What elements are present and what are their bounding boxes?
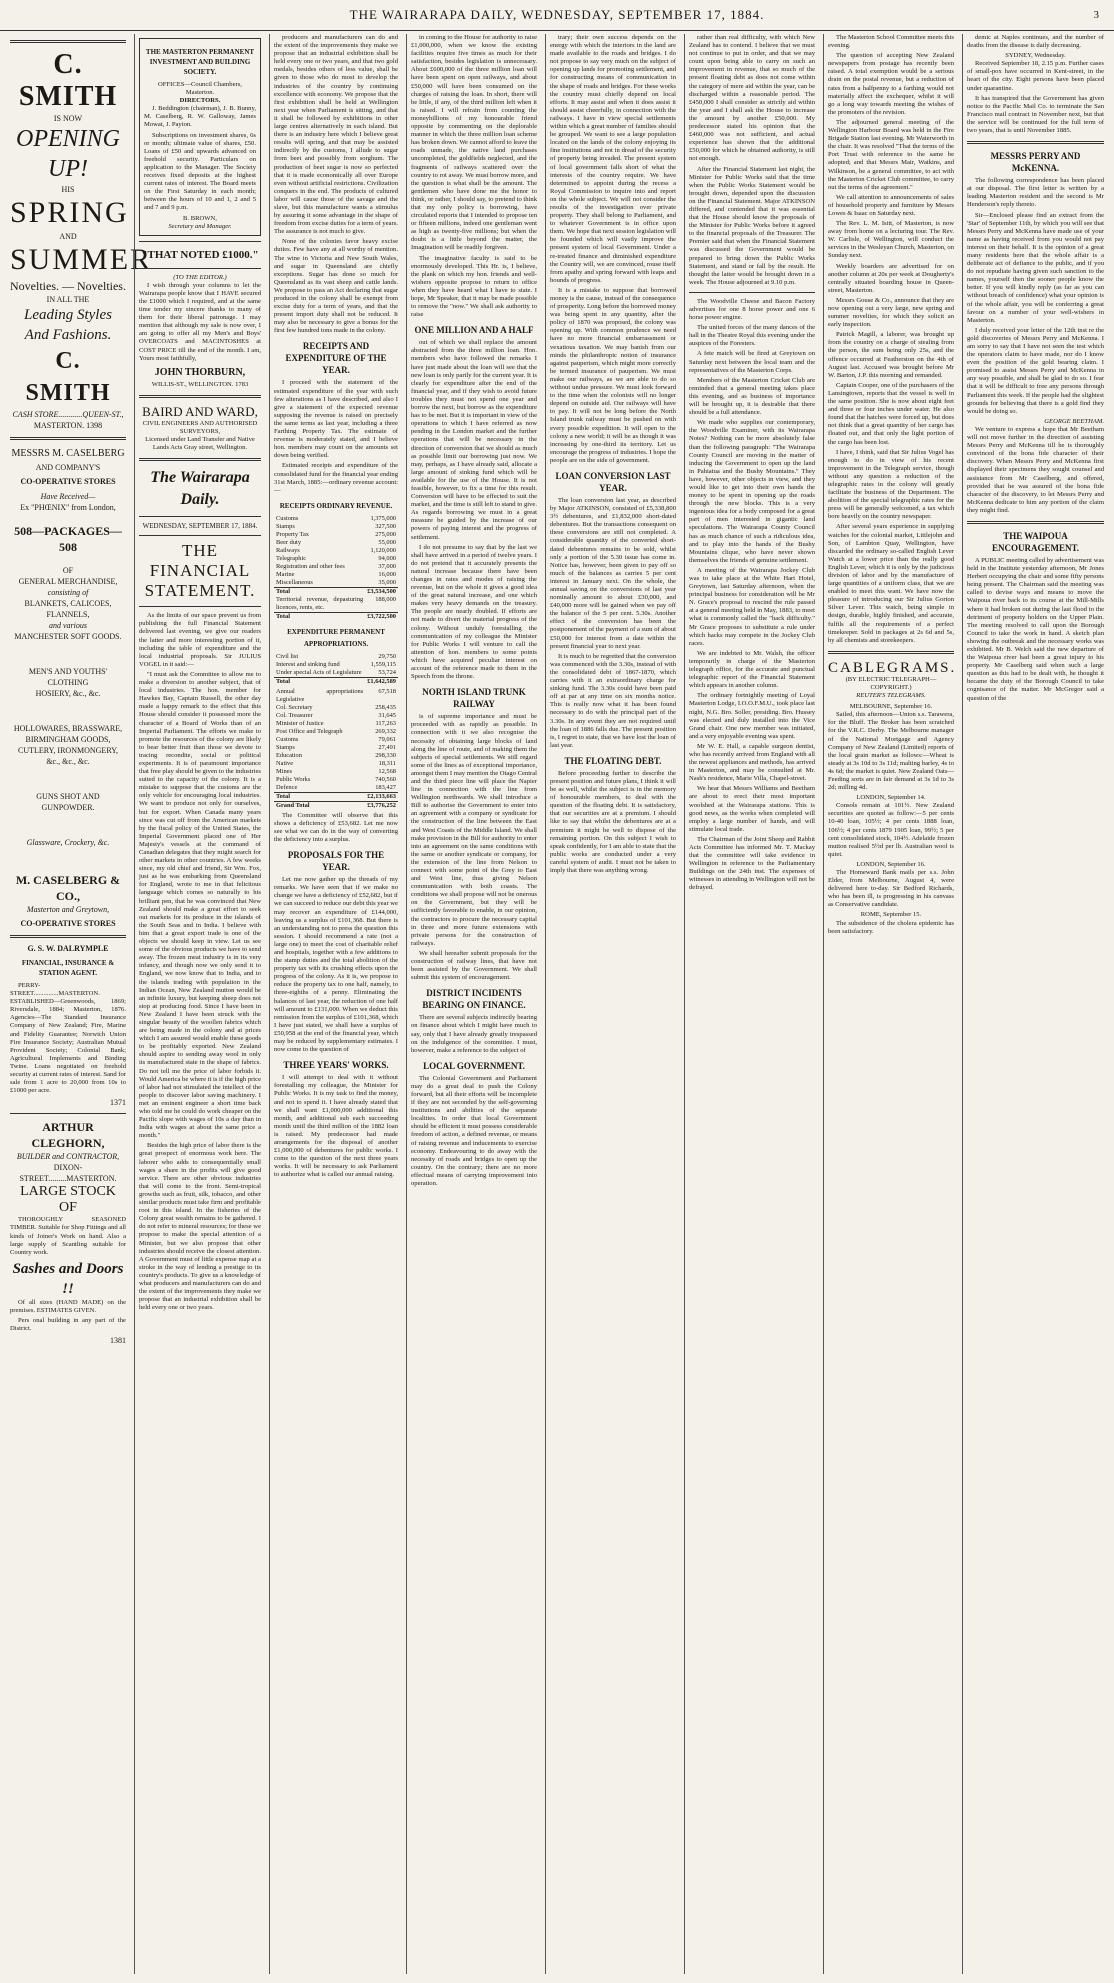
appropriations-value: 740,560 (375, 775, 396, 783)
news-paragraph: We venture to express a hope that Mr Beetham will not move further in the direction of assisting Messrs Perry and McKenna till he is thoroughly convinced of the bona fide character of their discovery. When Messrs Perry and McKenna first displayed their specimens they sought counsel and assistance from Mr Caselberg, and offered, provided that he was assured of the bona fide character of the discovery, to let Messrs Perry and McKenna dedicate to him any portion of the claim they might find. (967, 425, 1104, 514)
column-4 (406, 34, 541, 1974)
news-paragraph: Patrick Magill, a laborer, was brought up from the country on a charge of stealing from the person, the sum being only 25s, and the offence occurred at Featherston on the 4th of August last. Accused was brought before Mr W. Barton, J.P. this morning and remanded. (828, 331, 954, 379)
cable-dateline: ROME, September 15. (860, 911, 922, 919)
appropriations-value: 298,330 (375, 751, 396, 759)
cablegrams-agency: REUTER'S TELEGRAMS. (856, 692, 926, 700)
ad-baird-name: BAIRD AND WARD, (142, 403, 258, 419)
appropriations-row (274, 736, 398, 744)
news-paragraph: The united forces of the many dances of the hall in the Theatre Royal this evening under the auspices of the Foresters. (689, 324, 815, 348)
section-heading: THE FLOATING DEBT. (564, 755, 662, 766)
article-paragraph: I proceed with the statement of the estimated expenditure of the year with such few alterations as I have described, and also I give a statement of the expected revenue supposing the revenue is raised on precisely the same terms as last year, including a three Farthing Property Tax. The estimate of revenue is moderately stated, and I believe hon. members may count on the amounts set down being verified. (274, 379, 398, 460)
ad-cleghorn-name: ARTHUR CLEGHORN, (31, 1120, 105, 1151)
article-paragraph: We shall hereafter submit proposals for the construction of railway lines, that have not been assisted by the Government. We shall submit this system of encouragement. (411, 949, 537, 982)
ad-society-body: Subscriptions on investment shares, 6s or month; ultimate value of shares, £50. Loans of £50 and upwards advanced on freehold security. Particulars on application to the Manager. The Society receives fixed deposits at the highest current rates of interest. The Board meets on the First Saturday in each month; between the hours of 10 and 1, 2 and 5 and 7 and 9 p.m. (144, 131, 256, 212)
appropriations-label: Defence (276, 783, 298, 791)
news-paragraph: We call attention to announcements of sales of household property and furniture by Messrs Lowes & Isaac on Saturday next. (828, 193, 954, 217)
article-paragraph: The imaginative faculty is said to be enormously developed. This Hr. is, I believe, the plank on which my hon. friends and well-wishers opposite propose to return to office when they have heard what I have to state. I hope, Mr Speaker, that it may be made possible to remove the "now." We shall ask authority to raise (411, 254, 537, 319)
appropriations-row (274, 784, 398, 793)
article-paragraph: As the limits of our space prevent us from publishing the full Financial Statement delivered last evening, we give our readers the latter and more interesting portion of it, including the table of expenditure and the local industrial proposals. Sir JULIUS VOGEL in it said:— (139, 612, 261, 668)
cablegrams-heading: CABLEGRAMS. (828, 659, 957, 676)
divider (967, 141, 1104, 144)
masthead-title: THE WAIRARAPA DAILY, WEDNESDAY, SEPTEMBER 17, 1884. (349, 7, 765, 22)
column-5 (545, 34, 680, 1974)
letter-paragraph: Sir—Enclosed please find an extract from the 'Star' of September 11th, by which you will see that Messrs Perry and McKenna have made use of your name as having received from you would not pay interest on their behalf. It is the opinion of a great many residents here that the whole affair is a deliberate act of defiance to the public, and if you do not repudiate having given such sanction to the names, yourself then the sooner people know the better. If you will kindly reply (as far as you can without breach of confidence) what your opinion is of the whole affair, you will be conferring a great favour on a number of your well-wishers in Masterton. (967, 211, 1104, 324)
ad-caselberg-glass: Glassware, Crockery, &c. (26, 838, 110, 847)
revenue-row (274, 523, 398, 531)
cable-paragraph: Received September 18, 2.15 p.m. Further cases of small-pox have occurred in Kent-street, in the heart of the city. Eight persons have been placed under quarantine. (967, 60, 1104, 92)
revenue-value: 94,000 (378, 554, 396, 562)
expenditure-total-label: Total (274, 677, 365, 686)
column-2 (134, 34, 265, 1974)
ad-cleghorn-sub: BUILDER and CONTRACTOR, (16, 1152, 120, 1162)
revenue-row (274, 531, 398, 539)
article-paragraph: Besides the high price of labor there is the great prospect of enormous work here. The laborer who adds to consequentially small wages a share in the profits will give good service. There are other obvious industries that will come to the front. Semi-tropical growths such as fruit, silk, tobacco, and other similar products must take firm and profitable root in this island. In the fisheries of the Colony great wealth remains to be gathered. I do not refer to mineral resources; for these we propose to make the special attention of a Minister, but we also propose that other industries should receive the closest attention. A Government must of little expense map at a stroke in the way of lending a prestige to its country's products. To give us a knowledge of what producers and manufacturers can do and the extent of the improvements they make we propose that an industrial exhibition shall be held every one or two years. (139, 1142, 261, 1312)
letter-paragraph: I duly received your letter of the 12th inst re the gold discoveries of Messrs Perry and McKenna. I am sorry to say that I have not seen the test which the operators claim to have made, nor do I know even the position of the gold bearing claim. I promised to assist Messrs Perry and McKenna in any way possible, and shall be glad to do so. I fear that it will be difficult to free any persons through Parliament this week. If the people had the slightest grounds for believing that there is a gold find they would be doing so. (967, 326, 1104, 415)
column-8 (962, 34, 1108, 1974)
news-paragraph: The question of accepting New Zealand newspapers from postage has recently been raised. A total exemption would be a serious drain on the postal revenue, but a reduction of rates from a halfpenny to a farthing would not materially affect the exchequer, whilst it will go a long way towards meeting the wishes of the promoters of the revision. (828, 52, 954, 116)
revenue-heading: RECEIPTS ORDINARY REVENUE. (279, 501, 393, 510)
appropriations-label: Mines (276, 767, 292, 775)
revenue-label: Stamps (276, 522, 295, 530)
column-3 (269, 34, 402, 1974)
article-paragraph: rather than real difficulty, with which New Zealand has to contend. I believe that we must not continue to put in order, and that we may count upon being able to carry on such an improvement in revenue, that so much of the present floating debt as does not come within the category of mere aid within the year, can be discharged within a reasonable period. The £450,000 I shall consider as strictly aid within the year and I shall ask the House to increase the amount by another £50,000. My predecessor stated his opinion that the £460,000 was not sufficient, and actual experience has shown that the additional £50,000 for which he obtained authority, is still not enough. (689, 34, 815, 163)
cable-paragraph: The Homeward Bank mails per s.s. John Elder, from Melbourne, August 4, were delivered here to-day. Sir Bedford Richards, who has been ill, is progressing in his canvass as Conservative candidate. (828, 869, 954, 909)
appropriations-row (274, 688, 398, 704)
ad-society-directors: J. Beddington (chairman), J. B. Bunny, M. Caselberg, R. W. Galloway, James Mowat, J. Payton. (144, 105, 256, 129)
expenditure-label: Under special Acts of Legislature (276, 668, 362, 676)
ad-caselberg-title: MESSRS M. CASELBERG (11, 448, 125, 459)
revenue-total: £3,534,500 (367, 587, 396, 595)
section-heading: DISTRICT INCIDENTS BEARING ON FINANCE. (422, 988, 526, 1011)
ad-smith-name: C. SMITH (18, 49, 118, 112)
revenue-total-label: Total (274, 587, 365, 596)
article-title: THE FINANCIAL STATEMENT. (144, 541, 256, 601)
ad-cleghorn-made: Of all sizes (HAND MADE) on the premises. ESTIMATES GIVEN. (10, 1298, 126, 1314)
ad-dalrymple-sub: FINANCIAL, INSURANCE & STATION AGENT. (21, 959, 115, 977)
expenditure-row (274, 653, 398, 661)
ad-society-signer-role: Secretary and Manager. (168, 222, 232, 230)
paper-date: WEDNESDAY, SEPTEMBER 17, 1884. (142, 522, 258, 531)
news-paragraph: A fete match will be fired at Greytown on Saturday next between the local team and the representatives of the Masterton Corps. (689, 350, 815, 374)
section-heading: RECEIPTS AND EXPENDITURE OF THE YEAR. (285, 341, 387, 376)
article-paragraph: The Committee will observe that this shows a deficiency of £53,682. Let me now see what we can do in the way of converting the deficiency into a surplus. (274, 811, 398, 844)
cable-paragraph: Sailed, this afternoon—Union s.s. Tarawera, for the Bluff. The Broker has been scratched for the V.R.C. Derby. The Melbourne manager of the National Mortgage and Agency Company of New Zealand (Limited) reports of the local grain market as follows:—Wheat is steady at 3s 10d to 3s 11d; malting barley, 4s to 4s 6d; the market is quiet. New Zealand Oats—Feeding sorts are in fair demand at 3s 1d to 3s 2d; milling 4d. (828, 711, 954, 792)
appropriations-label: Col. Secretary (276, 703, 313, 711)
expenditure-heading: EXPENDITURE PERMANENT APPROPRIATIONS. (287, 627, 385, 648)
news-paragraph: The Rev. L. M. Isitt, of Masterton, is now away from home on a lecturing tour. The Rev. W. Carlisle, of Wellington, will conduct the services in the Wesleyan Church, Masterton, on Sunday next. (828, 220, 954, 260)
divider (689, 292, 815, 293)
appropriations-value: 258,435 (375, 703, 396, 711)
appropriations-value: 27,491 (378, 743, 396, 751)
ad-smith-code: 1398 (86, 421, 103, 430)
ad-cleghorn-text: THOROUGHLY SEASONED TIMBER. Suitable for Shop Fittings and all kinds of Joiner's Work on hand. Also a large supply of Scantling suitable for Country work. (10, 1216, 126, 1256)
appropriations-row (274, 704, 398, 712)
appropriations-label: Minister of Justice (276, 719, 324, 727)
ad-dalrymple-code: 1371 (110, 1098, 126, 1108)
grand-total-label: Grand Total (274, 801, 365, 810)
ad-society-offices: OFFICES—Council Chambers, Masterton. (158, 81, 242, 97)
news-paragraph: After several years experience in supplying watches for the colonial market, Littlejohn and Son, of Lambton Quay, Wellington, have discarded the ordinary so-called English Lever Watch at a lower price than the really good English Lever, which it is only by the judicious division of labor and by the manufacture of large quantities of a uniform class, that we are enabled to meet this want. We have now the pleasure of introducing our Sir Julius Gorton Silver Lever. This watch, being simple in design, durable, highly finished, and accurate, fulfils all the requirements of a perfect timekeeper. Sold in packages at 2s 6d and 5s, by all chemists and storekeepers. (828, 523, 954, 644)
ad-caselberg-hosiery: HOSIERY, &c., &c. (35, 689, 101, 698)
ad-caselberg-sub: AND COMPANY'S (35, 463, 101, 472)
cable-dateline: LONDON, September 16. (856, 860, 926, 868)
divider (967, 521, 1104, 524)
ad-caselberg-guns: GUNS SHOT AND GUNPOWDER. (36, 792, 100, 812)
ad-smith-novelties: Novelties. — Novelties. (10, 279, 126, 293)
section-heading: PROPOSALS FOR THE YEAR. (287, 850, 385, 873)
article-paragraph: The Colonial Government and Parliament may do a great deal to push the Colony forward, but all their efforts will be incomplete if they are not seconded by the self-governing institutions and abilities of the separate localities. In order that local Government should be efficient it must possess considerable freedom of action, a defined revenue, or means of raising revenue and inducements to exercise economy. Endeavouring to do away with the necessity of roads and bridges to open up the country. On the contrary; there are no more effectual means of carrying improvement into operation. (411, 1074, 537, 1187)
cable-dateline: MELBOURNE, September 16. (849, 703, 933, 711)
ad-thorburn-body: I wish through your columns to let the Wairarapa people know that I HAVE secured the £1000 which I required, and at the same time tender my sincere thanks to many of them for their liberal patronage. I may mention that although my sale is now over, I am going to offer all my Men's and Boys' OVERCOATS and MACINTOSHES at COST PRICE till the end of the month. I am, Yours most faithfully, (139, 281, 261, 362)
ad-caselberg-various: and various (49, 621, 87, 630)
section-heading: THE WAIPOUA ENCOURAGEMENT. (991, 530, 1080, 553)
divider (10, 40, 126, 43)
divider (139, 535, 261, 536)
ad-baird-text: Licensed under Land Transfer and Native Lands Acts Gray street, Wellington. (145, 436, 255, 452)
divider (139, 516, 261, 517)
appropriations-total-label: Total (274, 792, 365, 801)
expenditure-table (274, 653, 398, 686)
ad-caselberg-ship: Ex "PHŒNIX" from London, (20, 503, 116, 512)
article-paragraph: out of which we shall replace the amount abstracted from the three million loan. Hon. members who have followed the remarks I have just made about the loan will see that the new loan is only partly for the current year. It is clearly for expenditure after the end of the financial year, and if they wish to avoid future troubles they must not spend one year and borrow the next, but borrow as the expenditure has to be met. But it is important in view of the operations to which I have referred as now pending in the London market and the further operations that will be necessary in the direction of conversion that we should as much as possible limit our borrowing just now. We may, perhaps, as I have already said, allocate a large amount of sinking fund which will be available for the use of the House. It is not feasible, however, to fix a time for this result. Conversion will have to be effected to suit the market, and the time is still left to stand to give. As regards borrowing we must in a great measure be guided by the increase of our powers of paying interest and the progress of settlement. (411, 339, 537, 541)
appropriations-label: Col. Treasurer (276, 711, 313, 719)
article-paragraph: "I must ask the Committee to allow me to make a diversion to another subject, that of local industries. The hon. member for Hawkes Bay, Captain Russell, the other day made a happy remark to the effect that this House should consider it possessed more the character of a Board of Works than of an Imperial Parliament. The efforts we make to promote the resources of the colony are likely to bear better fruit than those we devote to tracing recondite, social or political experiments. It is of paramount importance that free play should be given to the industries suited to the capacity of the colony. It is a mistake to suppose that the customs are the only vehicle for encouraging local industries. We want to produce not only for ourselves, but for export. When Canada many years since was cut off from the American markets by the fiscal policy of the United States, the Imperial Government placed one of Her Majesty's vessels at the command of Canadian delegates that they might search for other markets in other countries. A few weeks since, my old chief and friend, Sir Wm. Fox, just as he was embarking from Queensland for England, wrote to me in that felicitous language which comes so naturally to his brilliant pen, that he was convinced that New Zealand should make a great effort to seek out markets for its produce in the islands of the South Seas and in India. I believe with him that a great export trade is one of the objects we should keep in view. Let us see some of the obvious products we have to send away. The frozen meat industry is in its very infancy, and though now we only send it to England, we now know that to India, and to the islands trading with population in the Indian Ocean, New Zealand mutton would be an infinite luxury, but keeping sheep does not stop at producing food. Since I have been in New Zealand I have been struck with the singular beauty of the woollen fabrics which are being made in the colony and at prices which I am assured would enable these goods to be profitably exported. New Zealand should aspire to sending away wool in only its manufactured state in the shape of fabrics. Do not tell me the price of labor forbids it. Would America be where it is if the high price of labor had not stimulated the intellect of the people to discover labor saving machinery. I met an eminent engineer a short time back who told me he could do work cheaper on the Pacific slope with wages of 10s a day than in India with wages at about the same price a month." (139, 670, 261, 1140)
revenue-value: 1,375,000 (370, 514, 396, 522)
appropriations-label: Stamps (276, 743, 295, 751)
ad-smith-fashions: And Fashions. (24, 327, 112, 343)
paper-title-logo: The Wairarapa Daily. (150, 469, 250, 509)
expenditure-label: Interest and sinking fund (276, 660, 340, 668)
ad-caselberg-firm: M. CASELBERG & CO., (15, 873, 121, 903)
ad-caselberg-hollowares: HOLLOWARES, BRASSWARE, (13, 724, 123, 733)
article-paragraph: Let me now gather up the threads of my remarks. We have seen that if we make no change we have a deficiency of £52,682, but if we can succeed to reduce our debt this year we may recover an expenditure of £144,000, leaving us a surplus of £101,368. But there is an understanding not to press the question this session. I should recommend a rate (not a large one) to meet the cost of charitable relief and hospitals, together with a few additions to the stamp duties and the total abolition of the property tax with its crushing effects upon the progress of the colony. As it is, we propose to reduce the property tax to one half, namely, to three-eighths of a penny. Eliminating the balances of last year, the reduction of one half will amount to £131,000. When we deduct this remission from the surplus of £101,368, which I have just stated, we shall have a surplus of £50,958 at the end of the financial year, which may be reduced by supplementary estimates. I now come to the question of (274, 876, 398, 1054)
appropriations-label: Customs (276, 735, 299, 743)
news-paragraph: We hear that Messrs Williams and Beetham are about to erect their most important woolshed at the Wairarapa stations. This is good news, as the works when completed will employ a large number of hands, and will stimulate local trade. (689, 785, 815, 833)
divider (828, 651, 954, 654)
ad-caselberg-birmingham: BIRMINGHAM GOODS, (25, 735, 111, 744)
ad-smith-and: AND (59, 232, 77, 241)
expenditure-value: 53,724 (378, 668, 396, 676)
section-heading: ONE MILLION AND A HALF (414, 325, 534, 336)
revenue-label: Marine (276, 570, 295, 578)
article-paragraph: producers and manufacturers can do and the extent of the improvements they make we propose that an industrial exhibition shall be held every one or two years, and that two gold medals, besides others of less value, shall be given to those who do most to develop the industries of the country by continuing excellence with economy. We propose that the first exhibition shall be held at Wellington next year when Parliament is sitting, and that it shall be followed by exhibitions in other large centres alternatively in each island. But there is an industry here which I believe great results will spring, and that may be assisted indirectly by the customs, I allude to sugar from beet and possibly from sorghum. The production of beet sugar is now so perfected that it is made economically all over Europe even without artificial restrictions. Civilization conquers in the end. The products of cultured labor will cause those of the savage and the slave, but this manufacture wants a stimulus by assuring it some advantage in the shape of freedom from excise duties for a term of years. The assurance is not much to give. (274, 34, 398, 236)
ad-caselberg-have: Have Received— (40, 492, 96, 501)
ad-thorburn-heading: "THAT NOTED £1000." (141, 248, 259, 261)
cable-paragraph: demic at Naples continues, and the number of deaths from the disease is daily decreasing. (967, 34, 1104, 50)
revenue-label: Customs (276, 514, 299, 522)
appropriations-label: Public Works (276, 775, 311, 783)
ad-smith-his: HIS (61, 185, 75, 194)
ad-dalrymple-text: PERRY-STREET...............MASTERTON. ESTABLISHED—Greenwoods, 1869; Riversdale, 1884; Masterton, 1876. Agencies—The Standard Insurance Company of New Zealand; Fire, Marine and Fidelity Guarantee; Norwich Union Fire Insurance Society; Australian Mutual Provident Society; Colonial Bank; Agricultural Implements and Binding Twine. Loans negotiated on freehold security at current rates of interest. Sand for sale from 1 acre to 20,000 from 10s to £1000 per acre. (10, 982, 126, 1095)
ad-thorburn-place: WILLIS-ST., WELLINGTON. (151, 380, 234, 388)
revenue-value: 37,000 (378, 562, 396, 570)
news-paragraph: A PUBLIC meeting called by advertisement was held in the Institute yesterday afternoon, Mr Jones Herbert occupying the chair and some fifty persons being present. The Chairman said the meeting was called to devise ways and means to move the Waipoua river back to its course at the Mill-Mills where it had broken out during the last flood to the detriment of property holders on the Upper Plain. The meeting resolved to call upon the Borough Council to take the work in hand. A sketch plan showing the outbreak and the necessary works was exhibited. Mr B. Welch said the new departure of the Waipoua river had been a great injury to his property. Mr Caselberg said when such a large question as this had to be dealt with, he thought it became the duty of the Borough Council to take cognisance of the matter. Mr McGregor said a question of the (967, 556, 1104, 702)
revenue-row (274, 555, 398, 563)
page-number: 3 (1093, 9, 1100, 21)
ad-smith-leading: Leading Styles (24, 307, 112, 323)
revenue-grand-label: Total (274, 612, 365, 621)
column-7 (823, 34, 958, 1974)
article-paragraph: None of the colonies favor heavy excise duties. Few have any at all worthy of mention. The wine in Victoria and New South Wales, and sugar in Queensland are chiefly exceptions. Sugar has done so much for Queensland as its vast sheep and cattle lands. We propose to pass an Act declaring that sugar produced in the colony shall be exempt from excise duty for a term of years, and that the present import duty shall not be reduced. It may also be necessary to give a bonus for the first few hundred tons made in the colony. (274, 238, 398, 335)
section-heading: LOAN CONVERSION LAST YEAR. (555, 470, 671, 493)
news-paragraph: Weekly boarders are advertised for on another column at 20s per week at Dougherty's centrally situated boarding house in Queen-street, Masterton. (828, 262, 954, 294)
revenue-grand: £3,722,500 (367, 612, 396, 620)
divider (10, 935, 126, 938)
ad-thorburn-code: 1783 (235, 380, 249, 388)
ad-cleghorn-street: DIXON-STREET.........MASTERTON. (19, 1163, 117, 1184)
ad-smith-town: MASTERTON. (33, 421, 85, 430)
revenue-row (274, 563, 398, 571)
ad-smith-name-2: C. SMITH (25, 348, 111, 406)
article-paragraph: It is a mistake to suppose that borrowed money is the cause, instead of the consequence of prosperity. Long before the borrowed money was being spent in any quantity, after the policy of 1870 was proposed, the colony was opening up. With common prudence we need have no more financial embarrassment or vexatious taxation. We may banish from our minds the philanthropic notion of insurance against pauperism, which might more correctly be termed insurance of pauperism. We must make our railways, as we are able to do so without undue pressure. We must look forward to the time when the colonists will no longer depend on outside aid. Our railways will have to pay. It will not be long before the North Island trunk railway must be pushed on with every possible expedition. It will open to the colony a new world; it will be as though it was increasing by one-third its territory. Let us encourage the progress of industries. I hope the people are on the side of government. (550, 286, 676, 464)
appropriations-row (274, 712, 398, 720)
cable-dateline: SYDNEY, Wednesday. (1005, 52, 1066, 60)
ad-caselberg-consisting: consisting of (47, 588, 89, 597)
expenditure-label: Civil list (276, 652, 299, 660)
ad-caselberg-etc: &c., &c., &c. (46, 757, 90, 766)
ad-cleghorn-code: 1381 (110, 1336, 126, 1346)
news-paragraph: We are indebted to Mr. Walsh, the officer temporarily in charge of the Masterton telegraph office, for the accurate and punctual telegraphic report of the Financial Statement which appears in another column. (689, 649, 815, 690)
article-paragraph: is of supreme importance and must be proceeded with as rapidly as possible. In connection with it we also recognise the necessity of obtaining large blocks of land along the line of route, and of making them the subjects of special settlements. We still regard some of the lines as of exceptional importance, amongst them I may mention the Otago Central and the third piece line will place the Napier line in connection with the line from Wellington northwards. We shall introduce a Bill to authorise the Government to enter into an agreement with a company or syndicate for the construction of the line between the East and West Coasts of the Middle Island. We shall make provision in the Bill for authority to enter into an agreement on the same conditions with the same or another syndicate or company, for the extension of the line from Nelson to connect with some point of the Grey to East and West line, thus giving Nelson communication with both coasts. The conditions we shall propose will not be onerous on the Government, but they will be sufficiently favorable to enable, in our opinion, the contractors to procure the necessary capital in three and more future extensions with private persons for the construction of railways. (411, 713, 537, 947)
appropriations-label: Education (276, 751, 302, 759)
news-paragraph: The adjourned general meeting of the Wellington Harbour Board was held in the Fire Brigade Station last evening. Mr Waterworth in the chair. It was resolved "That the terms of the Port Trust with reference to the same be adopted; and that Messrs Mair, Watkins, and Wilkinson, be a general committee, to act with the Masterton Cricket Club committee, to carry out the terms of the agreement." (828, 118, 954, 191)
appropriations-total: £2,133,663 (367, 792, 396, 800)
appropriations-value: 79,061 (378, 735, 396, 743)
revenue-label: Miscellaneous (276, 578, 313, 586)
ad-society-directors-heading: DIRECTORS. (179, 97, 221, 105)
revenue-label: Telegraphic (276, 554, 307, 562)
news-paragraph: The ordinary fortnightly meeting of Loyal Masterton Lodge, I.O.O.F.M.U., took place last night, N.G. Bro. Soller, presiding. Bro. Hussey was elected and duly installed into the Vice Grand chair. One new member was initiated, and a very enjoyable evening was spent. (689, 692, 815, 740)
cable-paragraph: Consols remain at 101½. New Zealand securities are quoted as follow:—5 per cents 10-40 loan, 105½; 4 per cents 1888 loan, 106½; 4 per cents 1879 1905 loan, 99½; 5 per cent consolidated stock, 104½. Adelaide frozen mutton realised 5½d per lb. Australian wool is quiet. (828, 802, 954, 858)
revenue-row (274, 515, 398, 523)
appropriations-label: Post Office and Telegraph (276, 727, 343, 735)
appropriations-value: 12,568 (378, 767, 396, 775)
article-paragraph: It is much to be regretted that the conversion was commenced with the 3.30s, instead of with the consolidated debt of 1867-1870, which carries with it an extraordinary charge for sinking fund. The 3.30s could have been paid off at par at any time on six months notice. This is really now what it has been found necessary to do with the principal part of the 3.30s. In any event they are not required until the loan of 1886 falls due. The present position is, I regret to state, that we have lost the loan of last year. (550, 652, 676, 749)
news-paragraph: The Chairman of the Joint Sheep and Rabbit Acts Committee has informed Mr. T. Mackay that the committee will take evidence in Wellington in reference to the Parliamentary Buildings on the 24th inst. The expenses of witnesses in attending in Wellington will not be defrayed. (689, 835, 815, 892)
grand-total: £3,776,252 (367, 801, 396, 809)
appropriations-row (274, 776, 398, 784)
divider (139, 395, 261, 398)
ad-building-society (139, 38, 261, 236)
article-paragraph: The loan conversion last year, as described by Major ATKINSON, consisted of £5,338,800 3½ debentures, and £1,832,000 short-dated debentures. But the transactions consequent on these conversions are still not completed. A considerable quantity of the converted short-dated debentures remains to be sold, whilst only a portion of the 5.30 issue has come in. Notice has, however, been given to pay off so much of the balances as carries 5 per cent interest in January next. On the whole, the annual saving on the conversions of last year nominally amount to about £30,000, and £40,000 more will be gained when we pay off the balance of the 5 per cent. 5.30s. Another effect of the conversion has been the postponement of the payment of a sum of about £50,000 for interest from a date within the present financial year to next year. (550, 496, 676, 650)
news-paragraph: I have, I think, said that Sir Julius Vogel has enough to do in view of his recent improvement in the Telegraph service, though without any question a reduction of the telegraphic rates in the colony will greatly facilitate the business of the Department. The abolition of the special telegraphic rates for the press will be generally welcomed, a tax which bore heavily on the country newspaper. (828, 448, 954, 521)
expenditure-value: 29,750 (378, 652, 396, 660)
article-paragraph: in coming to the House for authority to raise £1,000,000, when we know the existing facilities require five times as much for their satisfaction, besides legislation is unnecessary. About £600,000 of the three million loan will have been spent on open railways, and about £50,000 will have been consumed on the charges of raising the loan. In short, there will be little, if any, of the third million left when it is raised. I will refrain from counting the moneybillions of my honourable friend opposite by commenting on the deplorable manner in which the three million loan scheme has broken down. We cannot afford to leave the roads unmade, the native land purchases uncompleted, the goldfields neglected, and the fragments of railways scattered over the country to rot away. We must borrow more, and the question is what shall be the amount. The gentlemen who have done me the honor to think, or rather, I should say, to pretend to think that my only policy is borrowing, have circulated reports that I intended to propose ten or fifteen millions, indeed one gentleman went as high as twenty-five millions; but when the doubt is a little beyond the matter, the Imagination will be readily forgiven. (411, 34, 538, 252)
ad-caselberg-coop-2: CO-OPERATIVE STORES (20, 919, 116, 928)
ad-cleghorn-sashes: Sashes and Doors !! (12, 1260, 124, 1297)
expenditure-row (274, 669, 398, 678)
ad-caselberg-blankets: BLANKETS, CALICOES, FLANNELS, (24, 599, 112, 619)
news-paragraph: Mr W. E. Hall, a capable surgeon dentist, who has recently arrived from England with all the newest appliances and methods, has arrived in Masterton, and may be consulted at Mr. Nash's residence, Marie Villa, Chapel-street. (689, 742, 815, 783)
appropriations-value: 183,427 (375, 783, 396, 791)
revenue-value: 275,000 (375, 530, 396, 538)
article-paragraph: After the Financial Statement last night, the Minister for Public Works said that the time when the Public Works Statement would be brought down, depended upon the discussion on the Financial Statement. Major ATKINSON differed, and contended that it was essential that the House should know the proposals of the Minister for Public Works before it agreed to the financial proposals of the Treasurer. The Premier said that when the Financial Statement was discussed the Government would be prepared to bring down the Public Works Statement, and stand or fall by the result. He thought the latter would be brought down in a week. The House adjourned at 9.10 p.m. (689, 165, 815, 286)
appropriations-value: 67,518 (378, 687, 396, 695)
divider (10, 1113, 126, 1114)
ad-dalrymple-title: G. S. W. DALRYMPLE (27, 944, 109, 953)
ad-smith-is-now: IS NOW (53, 114, 83, 123)
ad-cleghorn-pers: Pers onal building in any part of the District. (10, 1316, 126, 1333)
divider (139, 606, 261, 607)
revenue-row (274, 539, 398, 547)
appropriations-row (274, 728, 398, 736)
revenue-value: 35,000 (378, 578, 396, 586)
news-paragraph: The following correspondence has been placed at our disposal. The first letter is written by a leading Masterton resident and the second is Mr Henderson's reply thereto. (967, 177, 1104, 209)
revenue-row (274, 547, 398, 555)
divider (139, 458, 261, 461)
revenue-value: 16,000 (378, 570, 396, 578)
revenue-label: Beer duty (276, 538, 302, 546)
ad-caselberg-cutlery: CUTLERY, IRONMONGERY, (18, 746, 118, 755)
ad-smith-summer: SUMMER (10, 243, 153, 276)
revenue-label: Property Tax (276, 530, 309, 538)
ad-caselberg-coop: CO-OPERATIVE STORES (20, 477, 116, 486)
masthead (0, 0, 1114, 31)
ad-caselberg-mens: MEN'S AND YOUTHS' CLOTHING (28, 667, 108, 687)
divider (10, 437, 126, 440)
ad-smith-spring: SPRING (10, 196, 129, 229)
ad-baird-sub: CIVIL ENGINEERS AND AUTHORISED SURVEYORS, (142, 419, 258, 435)
appropriations-value: 117,263 (375, 719, 396, 727)
ad-smith-in-all: IN ALL THE (46, 295, 90, 304)
column-6 (684, 34, 819, 1974)
news-paragraph: We made who supplies our contemporary, the Woodville Examiner, with its Wairarapa Notes? Nothing can be more absolutely false than the following paragraph: "The Wairarapa County Council are moving in the matter of inducing the Government to open up the land in Pahiatua and the Bushy Mountains." They have, however, other objects in view, and they would like to get into their own hands the money to be spent in opening up the roads through the new blocks. This is a very ingenious idea for a body composed for a great part of men interested in gigantic land speculations. The Wairarapa County Council has as much chance of such a ridiculous idea, and to play into the hands of the Bushy Mountains clique, who have never shown themselves the friends of genuine settlement. (689, 419, 815, 564)
ad-caselberg-packages: 508—PACKAGES—508 (14, 524, 122, 554)
appropriations-row (274, 720, 398, 728)
appropriations-value: 269,332 (375, 727, 396, 735)
news-paragraph: The Masterton School Committee meets this evening. (828, 34, 954, 50)
revenue-value: 55,000 (378, 538, 396, 546)
news-paragraph: Captain Cooper, one of the purchasers of the Lansingtown, reports that the vessel is well in the same position. She is now about eight feet and three or four inches under water. He also found that the hatches were forced up, but does not think that a great quantity of her cargo has floated out, and that only the light portion of the cargo has been lost. (828, 381, 954, 446)
revenue-extra: 188,000 (375, 595, 396, 603)
ad-thorburn-to: (TO THE EDITOR.) (173, 273, 227, 281)
appropriations-row (274, 768, 398, 776)
revenue-table (274, 515, 398, 621)
ad-thorburn-signer: JOHN THORBURN, (154, 366, 246, 378)
article-paragraph: Before proceeding further to describe the present position and future plans, I think it will be as well, whilst the subject is in the memory of honourable members, to deal with the question of the floating debt. It is satisfactory, that our securities are at a premium. I should like to say that whilst the debentures are at a premium it might be well to dispose of the remaining portion. On this subject I wish to speak confidently, for I am able to state that the public works are conducted under a very careful system of audit. I must not be taken to imply that there was anything wrong. (550, 769, 676, 874)
revenue-value: 1,120,000 (370, 546, 396, 554)
ad-smith-opening: OPENING UP! (16, 126, 120, 182)
column-1 (6, 34, 153, 1974)
expenditure-total: £1,642,589 (365, 677, 398, 686)
ad-caselberg-places: Masterton and Greytown, (26, 905, 110, 914)
cablegrams-sub: (BY ELECTRIC TELEGRAPH—COPYRIGHT.) (845, 675, 937, 691)
article-paragraph: I do not presume to say that by the last we shall have arrived in a period of twelve years. I do not pretend that it accurately presents the natural increase because there have been changes in rates and modes of raising the revenue, but on the whole it gives a good idea of the great natural increase, and one which makes very heavy demands on the treasury. The people are nearly doubled. If efforts are not made to divert the material progress of the colony. Without unduly forestalling the communication of my colleague the Minister for Public Works I will venture to call the attention of hon. members to some points which have acquired peculiar interest on account of the reference made to them in the Speech from the throne. (411, 543, 537, 681)
divider (139, 268, 261, 269)
appropriations-row (274, 752, 398, 760)
ad-caselberg-of: OF (62, 566, 74, 575)
ad-caselberg-manchester: MANCHESTER SOFT GOODS. (14, 632, 122, 641)
expenditure-value: 1,559,115 (370, 660, 396, 668)
news-paragraph: A meeting of the Wairarapa Jockey Club was to take place at the White Hart Hotel, Greytown, last Saturday afternoon, when the principal business for consideration will be Mr N. Grace's proposal to rescind the rule passed at a general meeting held in May, 1883, to meet what is commonly called the "hack difficulty." Mr Grace proposes to substitute a rule under which hacks may compete in the Jockey Club races. (689, 566, 815, 647)
cable-dateline: LONDON, September 14. (856, 794, 926, 802)
section-heading: THREE YEARS' WORKS. (283, 1060, 389, 1071)
news-paragraph: Messrs Gouse & Co., announce that they are now opening out a very large, new spring and summer novelties, for which they solicit an early inspection. (828, 296, 954, 329)
article-paragraph: There are several subjects indirectly bearing on finance about which I might have much to say, only that I have already greatly trespassed on the indulgence of the committee. I must, however, make a reference to the subject of (411, 1014, 537, 1054)
appropriations-table (274, 688, 398, 810)
letter-signature: GEORGE BEETHAM. (1044, 417, 1104, 425)
section-heading: MESSRS PERRY AND McKENNA. (990, 151, 1081, 174)
ad-society-title: THE MASTERTON PERMANENT INVESTMENT AND BUILDING SOCIETY. (145, 48, 255, 76)
ad-society-signer: B. BROWN, (183, 214, 217, 222)
section-heading: LOCAL GOVERNMENT. (423, 1060, 525, 1071)
news-paragraph: Members of the Masterton Cricket Club are reminded that a general meeting takes place this evening, and as business of importance will be brought up, it is desirable that there should be a full attendance. (689, 376, 815, 417)
ad-cleghorn-large: LARGE STOCK OF (20, 1184, 116, 1216)
revenue-row (274, 579, 398, 588)
news-paragraph: The Woodville Cheese and Bacon Factory advertises for one 8 horse power and one 6 horse power engine. (689, 297, 815, 322)
appropriations-label: Annual appropriations Legislative (276, 687, 364, 703)
appropriations-value: 18,311 (378, 759, 396, 767)
article-paragraph: trary; their own success depends on the energy with which the interiors in the land are made available to the roads and bridges. I do not propose to say very much on the subject of opening up lands for promoting settlement, and for constructing means of communication in the shape of roads and bridges. For these works the country must chiefly depend on local efforts. It may assist and when it does assist it should assist cheerfully, in connection with the railways. I have in view special settlements within which a great number of families should be grouped. We want to see a large population located on the lands of the colony enjoying its fine institutions and not in dread of the security of property being invaded. The present system of local government falls short of what the interests of the country require. We have determined to appoint during the recess a Royal Commission to inquire into and report on the whole subject. We will not consider the results of the investigation over private property. They shall belong to Parliament, and to whatever Government is in office upon them. We hope that next session legislation will be founded which will vastly improve the present system of local Government. Under a re-treated finance and diminished expenditure the Country will, we are convinced, rouse itself from apathy and spring forward with leaps and bounds of progress. (550, 34, 676, 284)
revenue-label: Registration and other fees (276, 562, 345, 570)
appropriations-label: Native (276, 759, 294, 767)
appropriations-value: 31,645 (378, 711, 396, 719)
cable-paragraph: The subsidence of the cholera epidemic has been satisfactory. (828, 919, 954, 935)
appropriations-row (274, 760, 398, 768)
article-paragraph: I will attempt to deal with it without forestalling my colleague, the Minister for Public Works. It is my task to find the money, and not to spend it. I have already stated that we shall want £1,000,000 additional this month, and additional sub each succeeding month until the third million of the 1882 loan is raised. My predecessor had made arrangements for the disposal of another £1,000,000 of debentures for public works. I come to the question of the next three years works. It will be necessary to ask Parliament to authorize what is called our annual raising. (274, 1074, 398, 1179)
divider (139, 241, 261, 242)
revenue-row (274, 571, 398, 579)
section-heading: NORTH ISLAND TRUNK RAILWAY (422, 687, 526, 710)
expenditure-row (274, 661, 398, 669)
appropriations-row (274, 744, 398, 752)
ad-smith-address: CASH STORE............QUEEN-ST., (12, 410, 124, 419)
article-paragraph: Estimated receipts and expenditure of the consolidated fund for the financial year ending 31st March, 1885:—ordinary revenue account:— (274, 462, 398, 494)
ad-caselberg-general: GENERAL MERCHANDISE, (18, 577, 118, 586)
revenue-value: 327,500 (375, 522, 396, 530)
cable-paragraph: It has transpired that the Government has given notice to the Pacific Mail Co. to terminate the San Francisco mail contract in November next, but that the service will be continued for the full term of two years, that is until November 1885. (967, 94, 1104, 135)
revenue-label: Railways (276, 546, 300, 554)
revenue-extra-label: Territorial revenue, depasturing licences, rents, etc. (276, 595, 364, 611)
